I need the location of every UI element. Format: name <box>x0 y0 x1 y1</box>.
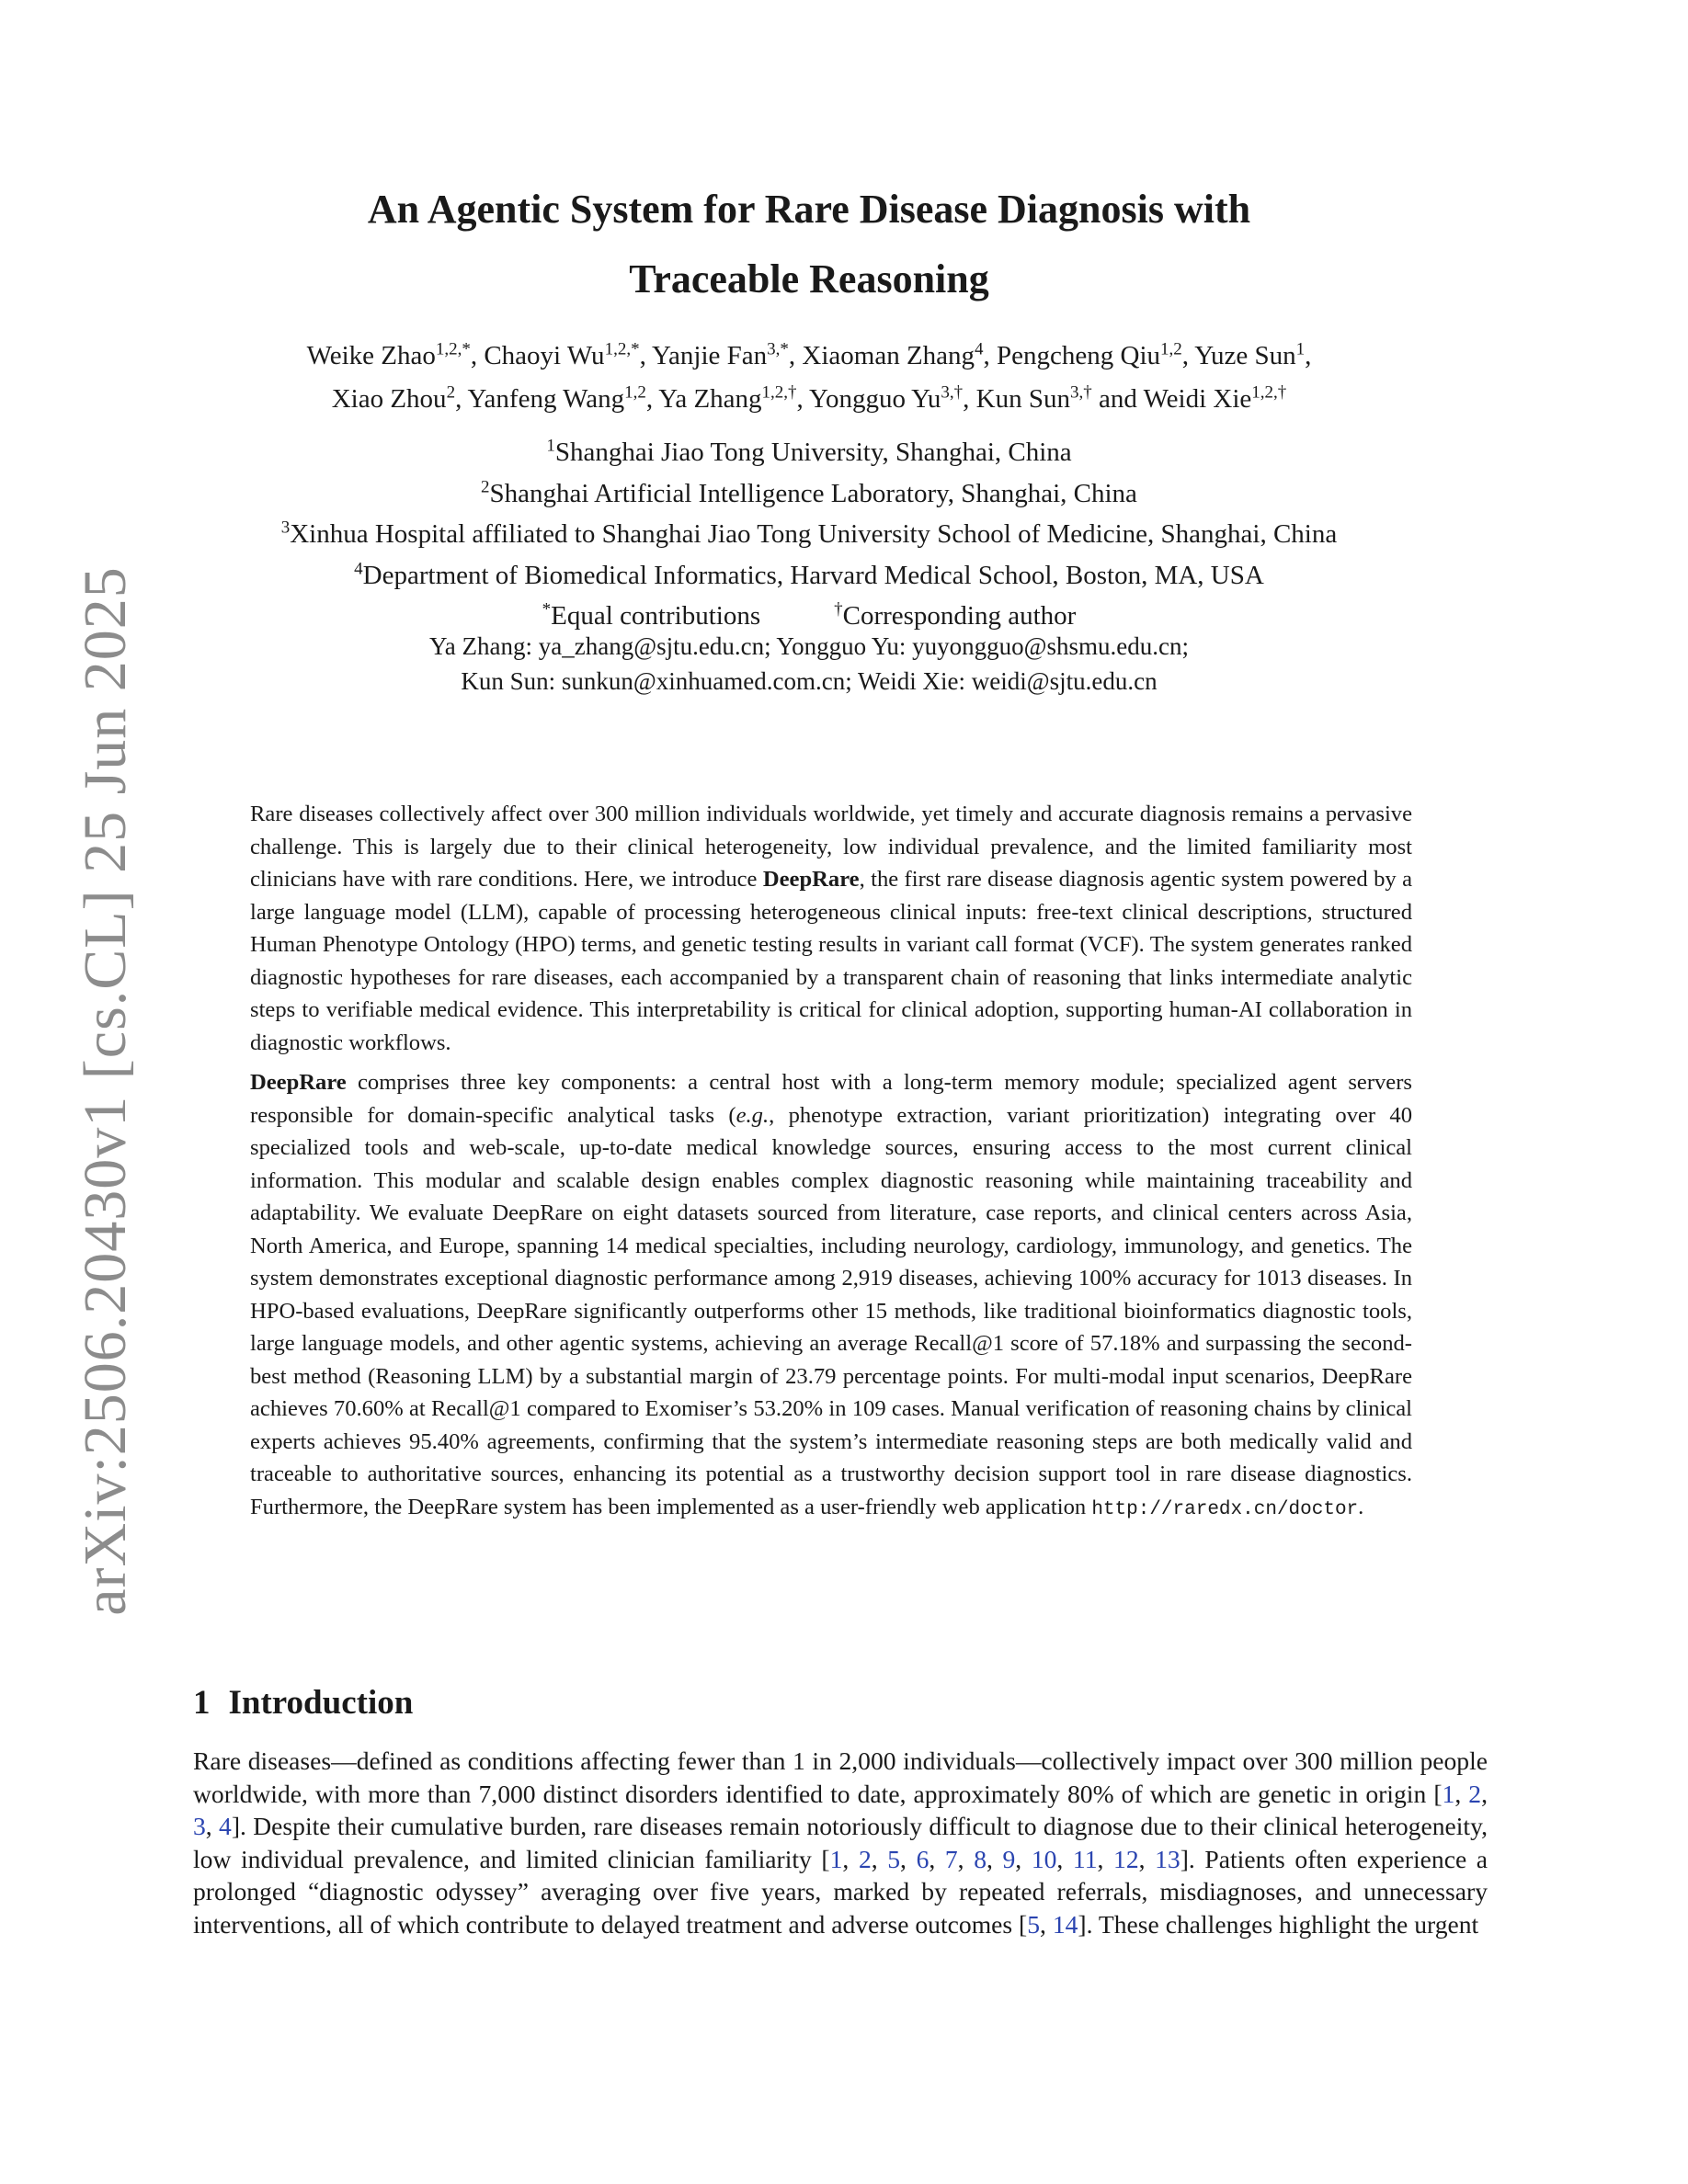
citation-group: 1, 2, 5, 6, 7, 8, 9, 10, 11, 12, 13 <box>829 1844 1180 1873</box>
citation-link[interactable]: 4 <box>219 1812 232 1841</box>
citation-link[interactable]: 11 <box>1072 1844 1098 1873</box>
web-app-url[interactable]: http://raredx.cn/doctor <box>1091 1498 1359 1520</box>
system-name: DeepRare <box>250 1070 347 1095</box>
citation-link[interactable]: 5 <box>887 1844 901 1873</box>
author: Weike Zhao <box>306 341 436 370</box>
affiliation: $^1$Shanghai Jiao Tong University, Shanghai, China <box>546 436 1072 467</box>
author-sup: 1,2,† <box>761 382 797 403</box>
author-sup: 2 <box>446 382 456 403</box>
author: Xiaoman Zhang <box>802 341 975 370</box>
abstract-paragraph: DeepRare comprises three key components: a central host with a long-term memory module; specialized agent servers responsible for domain-specific analytical tasks (e.g., phenotype extraction, variant prioritization) integrating over 40 specialized tools and web-scale, up-to-date medical knowledge sources, ensuring access to the most current clinical information. This modular and scalable design enables complex diagnostic reasoning while maintaining traceability and adaptability. We evaluate DeepRare on eight datasets sourced from literature, case reports, and clinical centers across Asia, North America, and Europe, spanning 14 medical specialties, including neurology, cardiology, immunology, and genetics. The system demonstrates exceptional diagnostic performance among 2,919 diseases, achieving 100% accuracy for 1013 diseases. In HPO-based evaluations, DeepRare significantly outperforms other 15 methods, like traditional bioinformatics diagnostic tools, large language models, and other agentic systems, achieving an average Recall@1 score of 57.18% and surpassing the second-best method (Reasoning LLM) by a substantial margin of 23.79 percentage points. For multi-modal input scenarios, DeepRare achieves 70.60% at Recall@1 compared to Exomiser’s 53.20% in 109 cases. Manual verification of reasoning chains by clinical experts achieves 95.40% agreements, confirming that the system’s intermediate reasoning steps are both medically valid and traceable to authoritative sources, enhancing its potential as a trustworthy decision support tool in rare disease diagnostics. Furthermore, the DeepRare system has been implemented as a user-friendly web application http://raredx.cn/doctor. <box>250 1070 1413 1520</box>
citation-link[interactable]: 13 <box>1155 1844 1180 1873</box>
author: Chaoyi Wu <box>484 341 605 370</box>
section-heading <box>193 1680 413 1726</box>
citation-link[interactable]: 8 <box>974 1844 987 1873</box>
contribution-notes: *Equal contributions †Corresponding author <box>542 599 1077 631</box>
affiliation: $^2$Shanghai Artificial Intelligence Laboratory, Shanghai, China <box>481 476 1137 508</box>
author: Kun Sun <box>975 384 1070 414</box>
author: Yongguo Yu <box>808 384 941 414</box>
section-title: Introduction <box>228 1684 414 1722</box>
paper-title <box>184 175 1434 314</box>
author: Ya Zhang <box>658 384 762 414</box>
abstract-paragraph: Rare diseases collectively affect over 300 million individuals worldwide, yet timely and accurate diagnosis remains a pervasive challenge. This is largely due to their clinical heterogeneity, low individual prevalence, and the limited familiarity most clinicians have with rare conditions. Here, we introduce DeepRare, the first rare disease diagnosis agentic system powered by a large language model (LLM), capable of processing heterogeneous clinical inputs: free-text clinical descriptions, structured Human Phenotype Ontology (HPO) terms, and genetic testing results in variant call format (VCF). The system generates ranked diagnostic hypotheses for rare diseases, each accompanied by a transparent chain of reasoning that links intermediate analytic steps to verifiable medical evidence. This interpretability is critical for clinical adoption, supporting human-AI collaboration in diagnostic workflows. <box>250 802 1412 1055</box>
corresponding-author-note: Corresponding author <box>842 601 1077 631</box>
title-line-2: Traceable Reasoning <box>629 256 989 301</box>
citation-link[interactable]: 7 <box>944 1844 958 1873</box>
citation-link[interactable]: 1 <box>1442 1779 1455 1808</box>
citation-link[interactable]: 2 <box>1468 1779 1482 1808</box>
citation-link[interactable]: 1 <box>829 1844 843 1873</box>
author: Yuze Sun <box>1194 341 1296 370</box>
citation-link[interactable]: 14 <box>1052 1909 1078 1939</box>
citation-link[interactable]: 3 <box>193 1812 206 1841</box>
affiliation: $^3$Xinhua Hospital affiliated to Shanghai Jiao Tong University School of Medicine, Shanghai, China <box>280 518 1338 549</box>
author-list <box>138 335 1480 421</box>
author-sup: 3,† <box>941 382 964 403</box>
citation-link[interactable]: 10 <box>1031 1844 1057 1873</box>
contact-line: Kun Sun: sunkun@xinhuamed.com.cn; Weidi Xie: weidi@sjtu.edu.cn <box>461 667 1158 695</box>
author: Yanjie Fan <box>652 341 768 370</box>
author-line-2: Xiao Zhou$^2$, Yanfeng Wang$^{1,2}$, Ya Zhang$^{1,2,\dagger}$, Yongguo $Yu^{3,\dagger}$, Kun Sun$^{3,\dagger}$ and Weidi Xie$^{1,2,\dagger}$ <box>331 382 1287 414</box>
affiliation: $^4$Department of Biomedical Informatics, Harvard Medical School, Boston, MA, USA <box>354 558 1264 590</box>
author: Yanfeng Wang <box>467 384 625 414</box>
section-number: 1 <box>193 1684 211 1722</box>
affiliation-list <box>138 432 1480 637</box>
citation-link[interactable]: 5 <box>1027 1909 1041 1939</box>
author-sup: 3,† <box>1070 382 1092 403</box>
author-sup: 4 <box>975 339 984 359</box>
author: Weidi Xie <box>1143 384 1252 414</box>
author-sup: 1,2,* <box>604 339 640 359</box>
introduction-paragraph: Rare diseases—defined as conditions affecting fewer than 1 in 2,000 individuals—collectively impact over 300 million people worldwide, with more than 7,000 distinct disorders identified to date, approximately 80% of which are genetic in origin [1, 2, 3, 4]. Despite their cumulative burden, rare diseases remain notoriously difficult to diagnose due to their clinical heterogeneity, low individual prevalence, and limited clinician familiarity [1, 2, 5, 6, 7, 8, 9, 10, 11, 12, 13]. Patients often experience a prolonged “diagnostic odyssey” averaging over five years, marked by repeated referrals, misdiagnoses, and unnecessary interventions, all of which contribute to delayed treatment and adverse outcomes [5, 14]. These challenges highlight the urgent <box>193 1746 1488 1939</box>
author: Pengcheng Qiu <box>997 341 1161 370</box>
citation-link[interactable]: 9 <box>1002 1844 1016 1873</box>
author-line-1: Weike Zhao$^{1,2,*}$, Chaoyi $Wu^{1,2,*}$, Yanjie Fan$^{3,*}$, Xiaoman Zhang$^4$, Pengcheng Qiu$^{1,2}$, Yuze Sun$^1$, <box>306 339 1312 370</box>
title-line-1: An Agentic System for Rare Disease Diagnosis with <box>367 187 1251 232</box>
author-sup: 1,2 <box>624 382 646 403</box>
citation-group: 1, 2, 3, 4 <box>193 1779 1488 1841</box>
contact-line: Ya Zhang: ya_zhang@sjtu.edu.cn; Yongguo Yu: yuyongguo@shsmu.edu.cn; <box>429 632 1189 660</box>
author-sup: 1,2,* <box>435 339 471 359</box>
abstract <box>250 798 1412 1533</box>
author: Xiao Zhou <box>331 384 447 414</box>
author-sup: 1,2,† <box>1251 382 1287 403</box>
citation-link[interactable]: 2 <box>858 1844 872 1873</box>
system-name: DeepRare <box>762 867 860 892</box>
author-sup: 1 <box>1295 339 1306 359</box>
citation-link[interactable]: 6 <box>916 1844 930 1873</box>
contact-emails <box>138 629 1480 699</box>
arxiv-identifier: arXiv:2506.20430v1 [cs.CL] 25 Jun 2025 <box>72 566 139 1616</box>
equal-contribution-note: Equal contributions <box>551 601 761 631</box>
author-sup: 1,2 <box>1160 339 1182 359</box>
citation-group: 5, 14 <box>1027 1909 1078 1939</box>
author-sup: 3,* <box>767 339 789 359</box>
citation-link[interactable]: 12 <box>1113 1844 1139 1873</box>
